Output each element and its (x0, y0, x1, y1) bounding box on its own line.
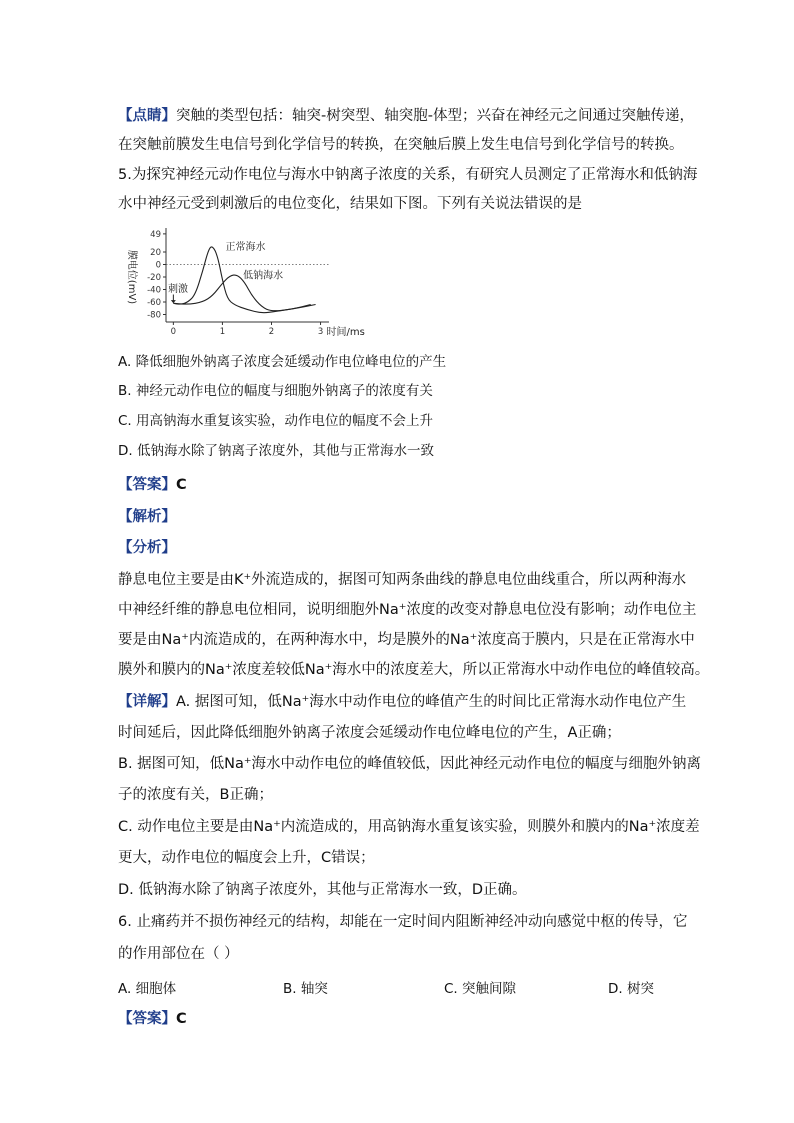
detail-line-7: D. 低钠海水除了钠离子浓度外，其他与正常海水一致，D正确。 (118, 882, 527, 898)
x-axis-label: 时间/ms (326, 327, 365, 338)
x-tick-label-2: 2 (268, 327, 275, 337)
q5-option-c: C. 用高钠海水重复该实验，动作电位的幅度不会上升 (118, 413, 434, 429)
q6-answer-value: C (176, 1011, 187, 1027)
y-tick-label-2: 0 (155, 260, 161, 271)
detail-line-6: 更大，动作电位的幅度会上升，C错误； (118, 850, 375, 866)
series-label-0: 正常海水 (225, 241, 266, 253)
y-tick-label-0: 49 (150, 229, 161, 240)
x-tick-label-3: 3 (317, 327, 324, 337)
q5-option-a: A. 降低细胞外钠离子浓度会延缓动作电位峰电位的产生 (118, 354, 447, 370)
point-line-2: 在突触前膜发生电信号到化学信号的转换，在突触后膜上发生电信号到化学信号的转换。 (118, 137, 684, 153)
point-line-1 (118, 106, 694, 126)
analysis-line-3: 要是由Na⁺内流造成的，在两种海水中，均是膜外的Na⁺浓度高于膜内，只是在正常海水中 (118, 632, 695, 648)
x-tick-label-1: 1 (219, 327, 226, 337)
detail-line-2: 时间延后，因此降低细胞外钠离子浓度会延缓动作电位峰电位的产生，A正确； (118, 725, 621, 741)
y-axis-label: 膜电位(mV) (126, 249, 137, 305)
q5-stem-line-1: 5.为探究神经元动作电位与海水中钠离子浓度的关系，有研究人员测定了正常海水和低钠海 (118, 167, 698, 183)
q6-stem-line-1: 6. 止痛药并不损伤神经元的结构，却能在一定时间内阻断神经冲动向感觉中枢的传导，它 (118, 914, 688, 930)
q6-option-d: D. 树突 (608, 981, 654, 997)
y-tick-label-6: -80 (147, 310, 161, 321)
q6-option-c: C. 突触间隙 (444, 981, 517, 997)
q5-answer-value: C (176, 477, 187, 493)
q5-jiexi-tag: 【解析】 (118, 509, 176, 525)
y-tick-label-4: -40 (147, 285, 161, 296)
series-line-1 (173, 275, 310, 311)
analysis-line-4: 膜外和膜内的Na⁺浓度差较低Na⁺海水中的浓度差大，所以正常海水中动作电位的峰值较高。 (118, 662, 710, 678)
q6-option-a: A. 细胞体 (118, 981, 177, 997)
y-tick-label-5: -60 (147, 298, 161, 308)
analysis-line-2: 中神经纤维的静息电位相同，说明细胞外Na⁺浓度的改变对静息电位没有影响；动作电位主 (118, 602, 697, 618)
x-tick-label-0: 0 (170, 327, 177, 337)
detail-tag: 【详解】 (118, 694, 176, 710)
q6-answer (118, 1009, 187, 1029)
detail-line-3: B. 据图可知，低Na⁺海水中动作电位的峰值较低，因此神经元动作电位的幅度与细胞外钠离 (118, 756, 702, 772)
detail-line-5: C. 动作电位主要是由Na⁺内流造成的，用高钠海水重复该实验，则膜外和膜内的Na⁺浓度差 (118, 819, 700, 835)
q6-answer-tag: 【答案】 (118, 1011, 176, 1027)
q5-stem-line-2: 水中神经元受到刺激后的电位变化，结果如下图。下列有关说法错误的是 (118, 196, 582, 212)
q6-stem-line-2: 的作用部位在（ ） (118, 946, 239, 962)
q6-option-b: B. 轴突 (283, 981, 328, 997)
detail-line-1 (118, 692, 686, 712)
q5-fenxi-tag: 【分析】 (118, 540, 176, 556)
point-text-1: 突触的类型包括：轴突-树突型、轴突胞-体型；兴奋在神经元之间通过突触传递， (176, 108, 694, 124)
y-tick-label-1: 20 (150, 248, 161, 258)
q5-answer-tag: 【答案】 (118, 477, 176, 493)
series-label-1: 低钠海水 (243, 270, 284, 282)
point-tag: 【点睛】 (118, 108, 176, 124)
y-tick-label-3: -20 (147, 273, 161, 283)
q5-answer (118, 475, 187, 495)
analysis-line-1: 静息电位主要是由K⁺外流造成的，据图可知两条曲线的静息电位曲线重合，所以两种海水 (118, 572, 687, 588)
q5-option-b: B. 神经元动作电位的幅度与细胞外钠离子的浓度有关 (118, 383, 433, 399)
stimulus-arrow-head (171, 300, 176, 303)
membrane-potential-chart (118, 224, 365, 342)
stimulus-label: 刺激 (168, 284, 188, 295)
q5-option-d: D. 低钠海水除了钠离子浓度外，其他与正常海水一致 (118, 443, 434, 459)
detail-text-1: A. 据图可知，低Na⁺海水中动作电位的峰值产生的时间比正常海水动作电位产生 (176, 694, 687, 710)
detail-line-4: 子的浓度有关，B正确； (118, 787, 273, 803)
